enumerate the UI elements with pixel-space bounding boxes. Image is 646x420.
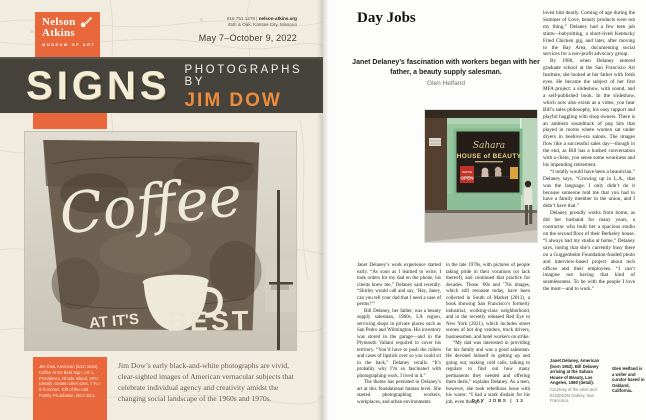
paragraph: Janet Delaney’s work experience started early. “As soon as I learned to write, I took orders for my dad on the phone, his clients knew me,” Delaney said recently. “Shirley would call and say, ‘Hey, Janey, can you tell your dad that I need a case of perms?’” [357, 263, 441, 307]
exhibition-title: SIGNS [26, 64, 171, 108]
open-sign-bottom: OPEN [460, 175, 474, 181]
orange-accent-tab [33, 113, 107, 129]
article-deck: Janet Delaney’s fascination with workers began with her father, a beauty supply salesman. [352, 59, 540, 76]
logo-line-1: Nelson [42, 16, 76, 28]
exhibition-intro: Jim Dow’s early black-and-white photographs are vivid, clear-sighted images of American vernacular subjects that celebrate individual agency and creativity amidst the changing social landscape of the 1960s and 1970s. [118, 361, 294, 403]
address-line: 45th & Oak, Kansas City, Missouri [227, 22, 297, 28]
page-spine [317, 0, 329, 420]
paragraph: “My dad was interested in providing for his family and was a good salesman. He devoted himself to getting up and going out, making cold calls, talking to regulars to find out how many permanents they needed and offering them deals,” explains Delaney. As a teen, however, she took rebellious issue with his wares: “I had a stark disdain for his job, even though I [446, 341, 530, 405]
right-page [323, 0, 646, 420]
paragraph: By 1980, when Delaney entered graduate school at the San Francisco Art Institute, she looked at her father with fresh eyes. He became the subject of her first MFA project: a slideshow, with sound, and a self-published book. In the slideshow, which now also exists as a video, you hear Bill’s sales philosophy, his easy rapport and playful haggling with shop owners. There is an ambient soundtrack of pop hits that played in rooms where women sat under dryers in beehive-era salons. The images flow like a successful sales day—though in the end, as Bill has a hushed conversation with a client, you sense some weariness and his impending retirement. [543, 58, 635, 168]
photographs-by-kicker: PHOTOGRAPHS BY [184, 64, 303, 88]
beauty-sign-script: Sahara [472, 141, 506, 151]
paragraph: in the late 1970s, with pictures of people taking pride in their vocations (or lack thereof), and continued that practice for decades. Those ’60s and ’70s images, which still resonate today, have been collected in South of Market (2013), a book showing San Francisco’s formerly industrial, working-class neighborhood, and in the recently released Red Eye to New York (2021), which includes street scenes of hot dog vendors, truck drivers, businessmen, and hotel workers on strike. [446, 263, 530, 340]
right-photo-credit: Janet Delaney, American (born 1952). Bill Delaney arriving at the Sahara House of Beauty, Los Angeles, 1980 (detail). [550, 358, 600, 386]
contact-divider: | [256, 16, 258, 21]
article-byline: Glen Helfand [427, 80, 465, 88]
logo-subtitle: MUSEUM OF ART [42, 42, 96, 47]
paragraph: Bill Delaney, her father, was a beauty supply salesman, 1960s, LA region, servicing shops in private places such as San Pedro and Wilmington. His inventory was stored in the garage—and in the Plymouth Valiant required to cover his territory. “You’d have to push the rollers and cases of lipstick over so you could sit in the back,” Delaney recalls. “It’s probably why I’m so fascinated with photographing work. I lived in it.” [357, 308, 441, 379]
contact-block [199, 16, 297, 41]
open-sign-top: WE'RE [462, 170, 472, 174]
coffee-tag-large: BEST [167, 305, 252, 337]
artist-name: JIM DOW [184, 90, 282, 111]
article-column-2 [446, 263, 530, 406]
beauty-shop-photo [425, 110, 537, 242]
exhibition-title-banner [0, 57, 323, 113]
nelson-atkins-logo [35, 12, 100, 57]
paragraph: The theme has persisted in Delaney’s art at this foundational human level. She started photographing workers, workplaces, and urban environments [357, 380, 441, 405]
left-photo-credit: Jim Dow, American (born 1942). Coffee At It’s Best Sign, US 1, Providence, Rhode Island, 1971 (detail). Gelatin silver print, 7 ⅝ x 9 ⅝ inches. Gift of the Hall Family Foundation, 2017.26.2. [39, 364, 101, 398]
article-column-1 [357, 263, 441, 406]
website-url: nelson-atkins.org [258, 16, 297, 21]
paragraph: “I totally would have been a beautician,” Delaney says. “Growing up in L.A., that was the language. I only didn’t do it because someone told me that you had to have a family member in the union, and I didn’t have that.” [543, 168, 635, 210]
contributor-note: Glen Helfand is a writer and curator based in Oakland, California. [612, 366, 645, 394]
beauty-sign-line: HOUSE of BEAUTY [456, 153, 522, 160]
logo-name [42, 17, 100, 38]
coffee-tag-small: AT IT'S [88, 310, 140, 332]
exhibition-dates: May 7–October 9, 2022 [198, 32, 297, 43]
banner-subtitle-block [184, 60, 323, 112]
coffee-script-text: Coffee [56, 163, 245, 248]
page-folio: DAY JOBS | 13 [471, 398, 525, 403]
article-column-3 [543, 10, 635, 293]
right-photo-credit-block [550, 358, 600, 404]
coffee-sign-photo [25, 132, 296, 350]
right-photo-credit-courtesy: Courtesy of the artist and EUQINOM Gallery, San Francisco. [550, 386, 597, 404]
paragraph: Delaney proudly works from home, as did her husband for many years, a contractor who built her a spacious studio on the second floor of their Berkeley house. “I always had my studio at home,” Delaney says, noting that she’s currently busy there on a Guggenheim Foundation-funded photo and interview-based project about tech offices and their employees. “I can’t imagine not having that kind of seamlessness. To be with the people I love the most—and to work.” [543, 210, 635, 293]
phone-number: 816.751.1278 [226, 16, 255, 21]
paragraph: loved him dearly. Coming of age during the Summer of Love, beauty products were not my thing.” Delaney had a few teen job stints—babysitting, a short-lived Kentucky Fried Chicken gig, and later, after moving to the Bay Area, documenting social services for a non-profit advocacy group. [543, 10, 635, 58]
article-title: Day Jobs [357, 10, 416, 26]
left-photo-credit-box [33, 357, 107, 420]
shuttlecock-icon [80, 16, 93, 31]
logo-line-2: Atkins [42, 26, 75, 39]
article-deck-block [350, 58, 542, 87]
